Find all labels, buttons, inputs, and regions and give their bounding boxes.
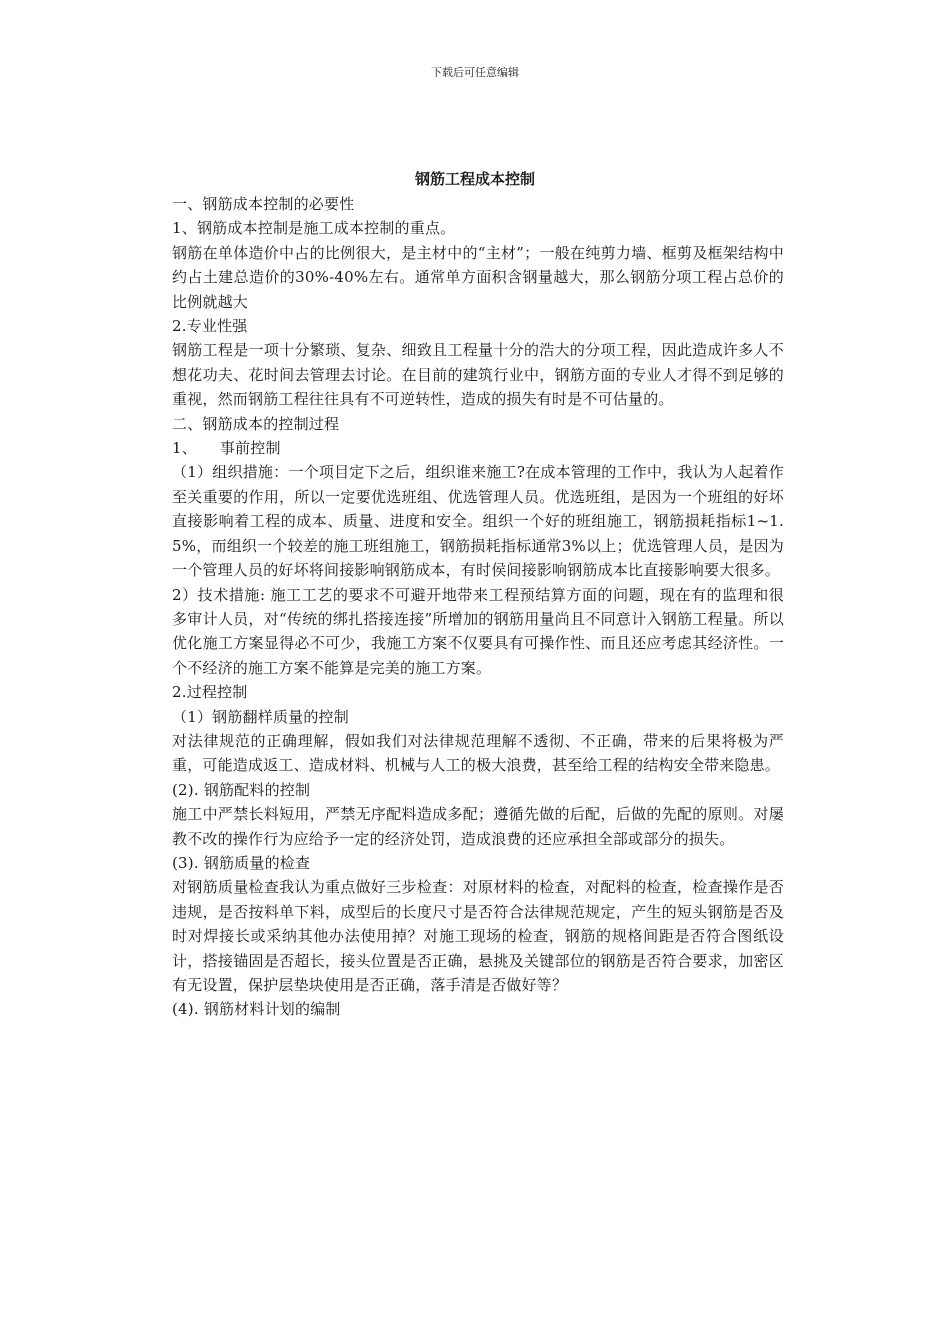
- body-paragraph: 对钢筋质量检查我认为重点做好三步检查：对原材料的检查，对配料的检查，检查操作是否违规，是否按料单下料，成型后的长度尺寸是否符合法律规范规定，产生的短头钢筋是否及时对焊接长或采纳其他办法使用掉？对施工现场的检查，钢筋的规格间距是否符合图纸设计，搭接锚固是否超长，接头位置是否正确，悬挑及关键部位的钢筋是否符合要求，加密区有无设置，保护层垫块使用是否正确，落手清是否做好等？: [172, 878, 784, 994]
- subsection-heading-1-1: 1、钢筋成本控制是施工成本控制的重点。: [172, 219, 456, 238]
- subsection-heading-2-2: 2.过程控制: [172, 683, 248, 702]
- document-body: [172, 192, 784, 1022]
- item-heading: (4). 钢筋材料计划的编制: [172, 1000, 341, 1019]
- body-paragraph: 钢筋工程是一项十分繁琐、复杂、细致且工程量十分的浩大的分项工程，因此造成许多人不想花功夫、花时间去管理去讨论。在目前的建筑行业中，钢筋方面的专业人才得不到足够的重视，然而钢筋工程往往具有不可逆转性，造成的损失有时是不可估量的。: [172, 341, 784, 409]
- item-heading: (2). 钢筋配料的控制: [172, 780, 311, 799]
- item-heading: (3). 钢筋质量的检查: [172, 853, 311, 872]
- body-paragraph: （1）组织措施：一个项目定下之后，组织谁来施工?在成本管理的工作中，我认为人起着作至关重要的作用，所以一定要优选班组、优选管理人员。优选班组，是因为一个班组的好坏直接影响着工程的成本、质量、进度和安全。组织一个好的班组施工，钢筋损耗指标1~1.5%，而组织一个较差的施工班组施工，钢筋损耗指标通常3%以上；优选管理人员，是因为一个管理人员的好坏将间接影响钢筋成本，有时侯间接影响钢筋成本比直接影响要大很多。: [172, 463, 784, 580]
- document-title: 钢筋工程成本控制: [414, 170, 535, 188]
- section-heading-1: 一、钢筋成本控制的必要性: [172, 195, 355, 213]
- body-paragraph: 施工中严禁长料短用，严禁无序配料造成多配；遵循先做的后配，后做的先配的原则。对屡教不改的操作行为应给予一定的经济处罚，造成浪费的还应承担全部或部分的损失。: [172, 805, 784, 848]
- section-heading-2: 二、钢筋成本的控制过程: [172, 414, 340, 433]
- item-heading: （1）钢筋翻样质量的控制: [172, 707, 349, 726]
- subsection-heading-1-2: 2.专业性强: [172, 317, 248, 336]
- page-header-note: 下载后可任意编辑: [431, 66, 519, 79]
- body-paragraph: 钢筋在单体造价中占的比例很大，是主材中的“主材”；一般在纯剪力墙、框剪及框架结构中约占土建总造价的30%-40%左右。通常单方面积含钢量越大，那么钢筋分项工程占总价的比例就越大: [172, 243, 784, 311]
- body-paragraph: 对法律规范的正确理解，假如我们对法律规范理解不透彻、不正确，带来的后果将极为严重，可能造成返工、造成材料、机械与人工的极大浪费，甚至给工程的结构安全带来隐患。: [172, 731, 784, 775]
- subsection-heading-2-1: 1、 事前控制: [172, 439, 281, 458]
- body-paragraph: 2）技术措施: 施工工艺的要求不可避开地带来工程预结算方面的问题，现在有的监理和很多审计人员，对“传统的绑扎搭接连接”所增加的钢筋用量尚且不同意计入钢筋工程量。所以优化施工方案显得必不可少，我施工方案不仅要具有可操作性、而且还应考虑其经济性。一个不经济的施工方案不能算是完美的施工方案。: [172, 585, 784, 677]
